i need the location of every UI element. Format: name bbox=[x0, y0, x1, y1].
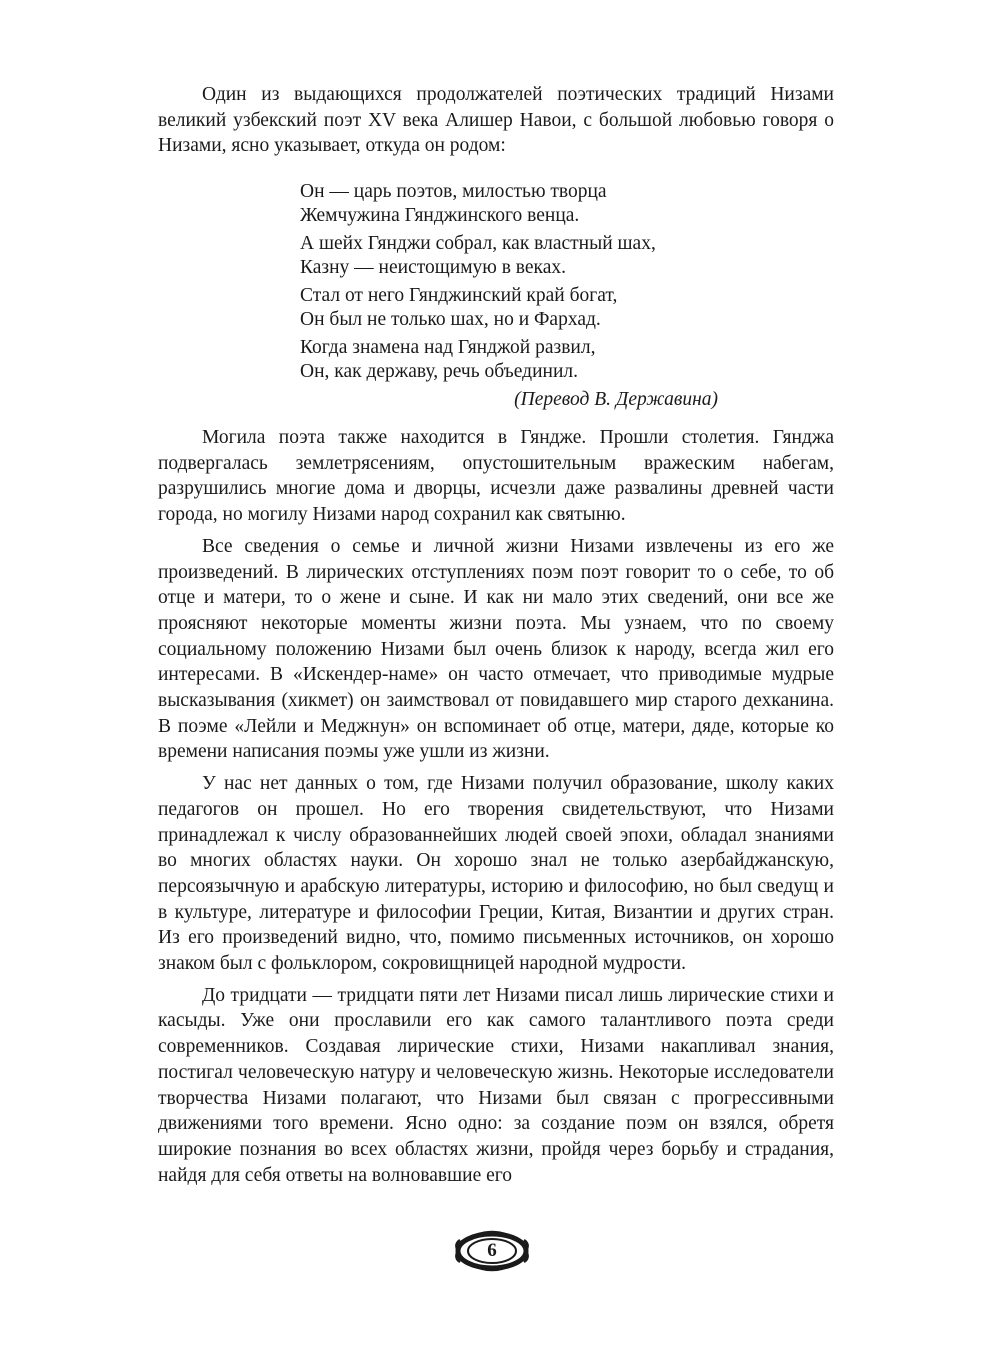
page-number: 6 bbox=[487, 1240, 497, 1261]
body-paragraph: Все сведения о семье и личной жизни Низами извлечены из его же произведений. В лирических отступлениях поэм поэт говорит то о себе, то об отце и матери, то о жене и сыне. И как ни мало этих сведений, они все же проясняют некоторые моменты жизни поэта. Мы узнаем, что по своему социальному положению Низами был очень близок к народу, всегда жил его интересами. В «Искендер-наме» он часто отмечает, что приводимые мудрые высказывания (хикмет) он заимствовал от повидавшего мир старого дехканина. В поэме «Лейли и Меджнун» он вспоминает об отце, матери, дяде, которые ко времени написания поэмы уже ушли из жизни. bbox=[158, 535, 834, 763]
translation-attribution: (Перевод В. Державина) bbox=[514, 389, 718, 410]
poem-line: Стал от него Гянджинский край богат, bbox=[300, 285, 618, 306]
poem-stanza bbox=[300, 232, 720, 279]
poem-line: Он был не только шах, но и Фархад. bbox=[300, 308, 601, 330]
poem-stanza bbox=[300, 284, 720, 331]
poem-line: Он — царь поэтов, милостью творца bbox=[300, 181, 607, 202]
body-paragraph: Могила поэта также находится в Гяндже. Прошли столетия. Гянджа подвергалась землетрясениям, опустошительным вражеским набегам, разрушились многие дома и дворцы, исчезли даже развалины древней части города, но могилу Низами народ сохранил как святыню. bbox=[158, 427, 834, 526]
body-paragraph: У нас нет данных о том, где Низами получил образование, школу каких педагогов он прошел. Но его творения свидетельствуют, что Низами принадлежал к числу образованнейших людей своей эпохи, обладал знаниями во многих областях науки. Он хорошо знал не только азербайджанскую, персоязычную и арабскую литературы, историю и философию, но был сведущ и в культуре, литературе и философии Греции, Китая, Византии и других стран. Из его произведений видно, что, помимо письменных источников, он хорошо знаком был с фольклором, сокровищницей народной мудрости. bbox=[158, 773, 834, 975]
poem-line: Казну — неистощимую в веках. bbox=[300, 256, 567, 278]
page-number-ornament bbox=[454, 1230, 530, 1272]
poem-line: А шейх Гянджи собрал, как властный шах, bbox=[300, 233, 656, 254]
intro-paragraph: Один из выдающихся продолжателей поэтических традиций Низами великий узбекский поэт XV века Алишер Навои, с большой любовью говоря о Низами, ясно указывает, откуда он родом: bbox=[158, 84, 834, 157]
poem-line: Он, как державу, речь объединил. bbox=[300, 360, 578, 382]
poem-stanza bbox=[300, 336, 720, 383]
poem-stanza bbox=[300, 180, 720, 227]
poem-quote bbox=[300, 180, 720, 412]
intro-section bbox=[158, 82, 834, 165]
poem-line: Когда знамена над Гянджой развил, bbox=[300, 337, 596, 358]
body-section bbox=[158, 425, 834, 1194]
body-paragraph: До тридцати — тридцати пяти лет Низами писал лишь лирические стихи и касыды. Уже они прославили его как самого талантливого поэта среди современников. Создавая лирические стихи, Низами накапливал знания, постигал человеческую натуру и человеческую жизнь. Некоторые исследователи творчества Низами полагают, что Низами был связан с прогрессивными движениями того времени. Ясно одно: за создание поэм он взялся, обретя широкие познания во всех областях жизни, пройдя через борьбу и страдания, найдя для себя ответы на волновавшие его bbox=[158, 984, 834, 1186]
poem-line: Жемчужина Гянджинского венца. bbox=[300, 204, 580, 226]
